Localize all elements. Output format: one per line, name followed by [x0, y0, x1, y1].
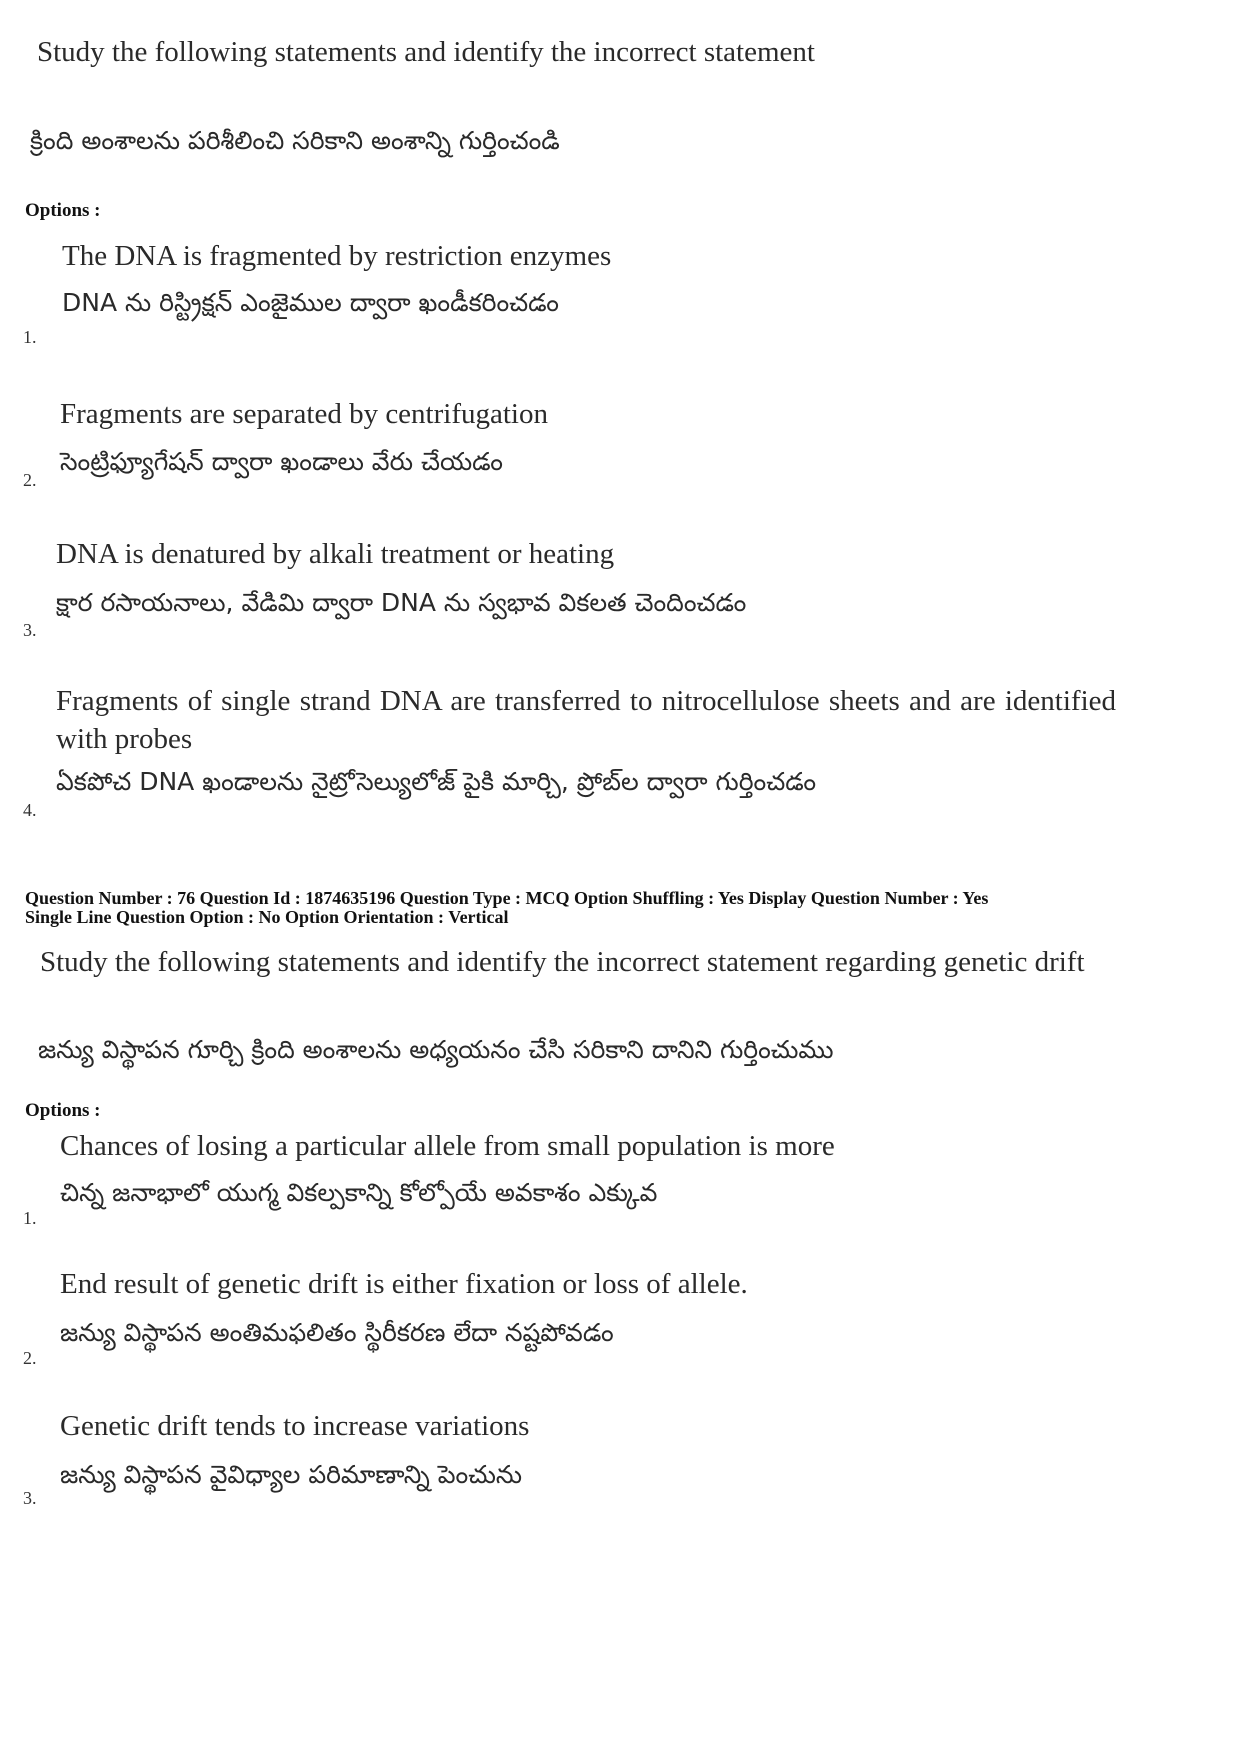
option-number: 4. — [23, 800, 37, 820]
option-text-te: ఏకపోచ DNA ఖండాలను నైట్రోసెల్యులోజ్ పైకి మార్చి, ప్రోబ్‌ల ద్వారా గుర్తించడం — [56, 767, 817, 796]
q76-options-label: Options : — [25, 1100, 101, 1121]
option-number: 2. — [23, 1348, 37, 1368]
option-number: 1. — [23, 1208, 37, 1228]
option-text-en: The DNA is fragmented by restriction enzymes — [62, 240, 612, 272]
option-text-en: DNA is denatured by alkali treatment or heating — [56, 538, 615, 570]
option-number: 2. — [23, 470, 37, 490]
option-text-te: చిన్న జనాభాలో యుగ్మ వికల్పకాన్ని కోల్పోయే అవకాశం ఎక్కువ — [60, 1178, 658, 1207]
option-text-te: DNA ను రిస్ట్రిక్షన్ ఎంజైముల ద్వారా ఖండీకరించడం — [62, 288, 559, 317]
q75-question-te: క్రింది అంశాలను పరిశీలించి సరికాని అంశాన్ని గుర్తించండి — [30, 126, 560, 155]
option-text-te: జన్యు విస్థాపన అంతిమఫలితం స్థిరీకరణ లేదా నష్టపోవడం — [60, 1318, 614, 1347]
option-number: 3. — [23, 620, 37, 640]
option-text-en: End result of genetic drift is either fixation or loss of allele. — [60, 1268, 748, 1300]
q76-question-te: జన్యు విస్థాపన గూర్చి క్రింది అంశాలను అధ్యయనం చేసి సరికాని దానిని గుర్తించుము — [38, 1035, 834, 1064]
q75-options-label: Options : — [25, 200, 101, 221]
q75-question-en: Study the following statements and identify the incorrect statement — [37, 36, 815, 68]
option-text-en: Fragments of single strand DNA are transferred to nitrocellulose sheets and are identified with probes — [56, 685, 1116, 755]
option-text-te: జన్యు విస్థాపన వైవిధ్యాల పరిమాణాన్ని పెంచును — [60, 1460, 523, 1489]
option-text-te: సెంట్రిఫ్యూగేషన్ ద్వారా ఖండాలు వేరు చేయడం — [60, 447, 503, 476]
option-text-en: Fragments are separated by centrifugation — [60, 398, 548, 430]
option-text-en: Genetic drift tends to increase variations — [60, 1410, 530, 1442]
q76-question-en: Study the following statements and identify the incorrect statement regarding genetic drift — [40, 946, 1085, 978]
q76-meta-line-2: Single Line Question Option : No Option Orientation : Vertical — [25, 907, 509, 927]
option-number: 3. — [23, 1488, 37, 1508]
q76-meta-line-1: Question Number : 76 Question Id : 1874635196 Question Type : MCQ Option Shuffling : Yes Display Question Number : Yes — [25, 888, 989, 908]
option-text-te: క్షార రసాయనాలు, వేడిమి ద్వారా DNA ను స్వభావ వికలత చెందించడం — [56, 588, 747, 617]
option-number: 1. — [23, 327, 37, 347]
option-text-en: Chances of losing a particular allele from small population is more — [60, 1130, 835, 1162]
